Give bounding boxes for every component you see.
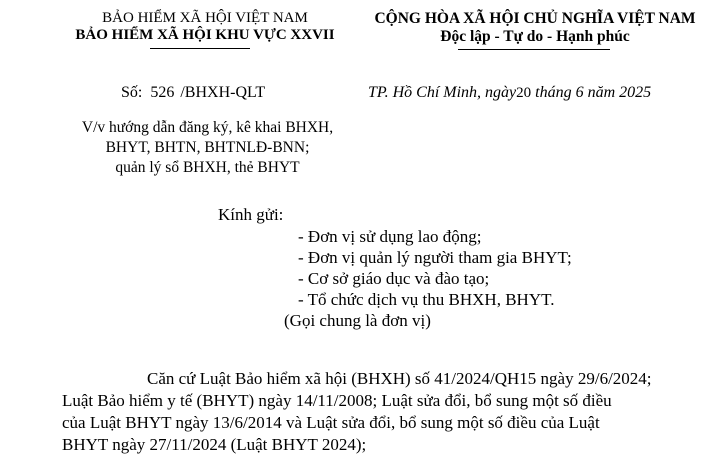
place-and-date <box>368 84 651 102</box>
body-line: của Luật BHYT ngày 13/6/2014 và Luật sửa đổi, bổ sung một số điều của Luật <box>62 413 600 432</box>
subject-line: BHYT, BHTN, BHTNLĐ-BNN; <box>105 139 310 156</box>
issuing-office: BẢO HIỂM XÃ HỘI KHU VỰC XXVII <box>75 27 335 43</box>
subject-line: V/v hướng dẫn đăng ký, kê khai BHXH, <box>81 119 334 136</box>
date-day: 20 <box>516 85 532 101</box>
national-title: CỘNG HÒA XÃ HỘI CHỦ NGHĨA VIỆT NAM <box>374 10 696 27</box>
body-line: Luật Bảo hiểm y tế (BHYT) ngày 14/11/2008; Luật sửa đổi, bổ sung một số điều <box>62 391 612 410</box>
recipient-item: - Cơ sở giáo dục và đào tạo; <box>298 269 490 288</box>
agency-name: BẢO HIỂM XÃ HỘI VIỆT NAM <box>102 10 308 26</box>
salutation: Kính gửi: <box>218 205 284 224</box>
doc-number-prefix: Số: <box>121 84 143 101</box>
body-paragraph <box>62 368 667 456</box>
body-line: Căn cứ Luật Bảo hiểm xã hội (BHXH) số 41/2024/QH15 ngày 29/6/2024; <box>147 369 652 388</box>
recipient-item: - Tổ chức dịch vụ thu BHXH, BHYT. <box>298 290 555 309</box>
motto-underline <box>458 49 610 50</box>
document-subject <box>40 118 375 178</box>
national-motto: Độc lập - Tự do - Hạnh phúc <box>440 28 630 45</box>
place-label: TP. Hồ Chí Minh, ngày <box>368 84 517 101</box>
document-number <box>121 84 265 102</box>
recipients-note: (Gọi chung là đơn vị) <box>284 311 431 330</box>
recipient-item: - Đơn vị sử dụng lao động; <box>298 227 482 246</box>
doc-number-value: 526 <box>150 84 175 101</box>
recipient-item: - Đơn vị quản lý người tham gia BHYT; <box>298 248 572 267</box>
issuer-underline <box>150 48 250 49</box>
body-line: BHYT ngày 27/11/2024 (Luật BHYT 2024); <box>62 435 367 454</box>
date-rest: tháng 6 năm 2025 <box>535 84 652 101</box>
doc-number-suffix: /BHXH-QLT <box>180 84 266 101</box>
subject-line: quản lý sổ BHXH, thẻ BHYT <box>115 159 300 176</box>
